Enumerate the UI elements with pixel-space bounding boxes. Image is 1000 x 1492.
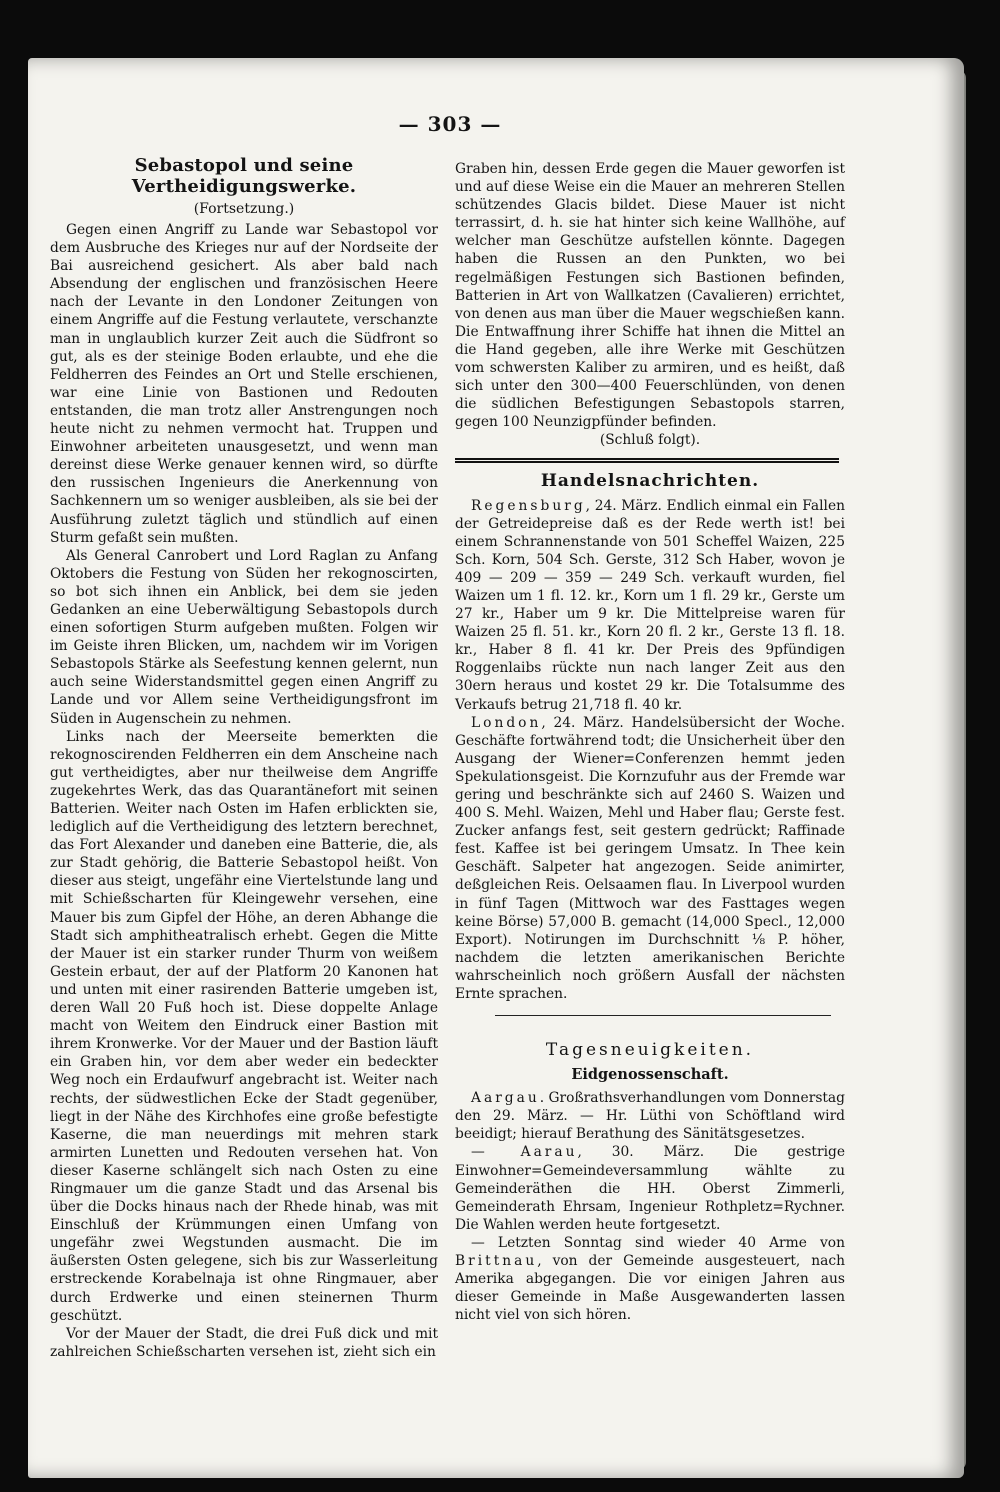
news-subheading: Eidgenossenschaft. <box>571 1066 729 1084</box>
news-item <box>455 497 845 714</box>
dateline-place: Aargau <box>471 1090 540 1107</box>
news-text: — Letzten Sonntag sind wieder 40 Arme von <box>471 1234 845 1251</box>
paragraph: Gegen einen Angriff zu Lande war Sebastopol vor dem Ausbruche des Krieges nur auf der Nordseite der Bai ausreichend gesichert. Als aber bald nach Absendung der englischen und französischen Heere nach der Levante in den Londoner Zeitungen von einem Angriffe auf die Festung verlautete, verschanzte man in unglaublich kurzer Zeit auch die Südfront so gut, als es der steinige Boden erlaubte, und ehe die Feldherren des Feindes an Ort und Stelle erschienen, war eine Linie von Bastionen und Redouten entstanden, die man trotz aller Anstrengungen noch heute nicht zu nehmen vermocht hat. Truppen und Einwohner arbeiteten unausgesetzt, und wenn man dereinst diese Werke genauer kennen wird, so dürfte den russischen Ingenieurs die Anerkennung von Sachkennern um so weniger ausbleiben, als sie bei der Ausführung zuletzt täglich und stündlich auf einen Sturm gefaßt sein mußten. <box>50 222 438 546</box>
article-subtitle: (Fortsetzung.) <box>193 201 295 217</box>
paragraph: Links nach der Meerseite bemerkten die rekognoscirenden Feldherren ein dem Anscheine nach gut vertheidigtes, aber nur theilweise dem Angriffe zugekehrtes Werk, das das Quarantänefort mit seinen Batterien. Weiter nach Osten im Hafen erblickten sie, lediglich auf die Vertheidigung des letztern berechnet, das Fort Alexander und daneben eine Batterie, die, als zur Stadt gehörig, die Batterie Sebastopol heißt. Von dieser aus steigt, ungefähr eine Viertelstunde lang und mit Schießscharten für Kleingewehr versehen, eine Mauer bis zum Gipfel der Höhe, an deren Abhange die Stadt sich amphitheatralisch erhebt. Gegen die Mitte der Mauer ist ein starker runder Thurm von weißem Gestein erbaut, der auf der Platform 20 Kanonen hat und unten mit einer rasirenden Batterie umgeben ist, deren Wall 20 Fuß hoch ist. Diese doppelte Anlage macht von Weitem den Eindruck einer Bastion mit ihrem Kronwerke. Vor der Mauer und der Bastion läuft ein Graben hin, vor dem aber weder ein bedeckter Weg noch ein Erdaufwurf angebracht ist. Weiter nach rechts, der südwestlichen Ecke der Stadt gegenüber, liegt in der Nähe des Kirchhofes eine große befestigte Kaserne, die man neuerdings mit mehren stark armirten Lunetten und Redouten versehen hat. Von dieser Kaserne schlängelt sich nach Osten zu eine Ringmauer um die ganze Stadt und das Arsenal bis über die Docks hinaus nach der Rhede hinab, was mit Einschluß der Krümmungen einen Umfang von ungefähr zwei Wegstunden ausmacht. Die im äußersten Osten gelegene, sich bis zur Wasserleitung erstreckende Korabelnaja ist ohne Ringmauer, aber durch Erdwerke und einen steinernen Thurm geschützt. <box>50 728 438 1324</box>
news-text: , von der Gemeinde ausgesteuert, nach Amerika abgegangen. Die vor einigen Jahren aus dieser Gemeinde in Maße Ausgewanderten lassen nicht viel von sich hören. <box>455 1252 845 1324</box>
to-be-continued: (Schluß folgt). <box>599 432 701 449</box>
news-heading: Tagesneuigkeiten. <box>545 1040 755 1061</box>
news-item <box>455 1143 845 1233</box>
right-column <box>455 160 845 1324</box>
news-item <box>455 714 845 1004</box>
article-title: Sebastopol und seine Vertheidigungswerke. <box>131 155 357 197</box>
news-item <box>455 1089 845 1143</box>
page-number: — 303 — <box>398 112 502 136</box>
dateline-place: Regensburg <box>471 497 586 514</box>
commerce-heading: Handelsnachrichten. <box>540 470 760 491</box>
dateline-place: — Aarau <box>471 1144 578 1161</box>
dateline-place: Brittnau <box>455 1252 538 1269</box>
paragraph: Vor der Mauer der Stadt, die drei Fuß dick und mit zahlreichen Schießscharten versehen ist, zieht sich ein <box>50 1325 438 1360</box>
news-text: , 30. März. Die gestrige Einwohner=Gemeindeversammlung wählte zu Gemeinderäthen die HH. Oberst Zimmerli, Gemeinderath Ehrsam, Ingenieur Rothpletz=Rychner. Die Wahlen werden heute fortgesetzt. <box>455 1144 845 1233</box>
dateline-place: London <box>471 714 542 731</box>
news-item <box>455 1234 845 1324</box>
news-text: , 24. März. Endlich einmal ein Fallen der Getreidepreise daß es der Rede werth ist! bei einem Schrannenstande von 501 Scheffel Waizen, 225 Sch. Korn, 504 Sch. Gerste, 312 Sch Haber, wovon je 409 — 209 — 359 — 249 Sch. verkauft wurden, fiel Waizen um 1 fl. 12. kr., Korn um 1 fl. 29 kr., Gerste um 27 kr., Haber um 9 kr. Die Mittelpreise waren für Waizen 25 fl. 51. kr., Korn 20 fl. 2 kr., Gerste 13 fl. 18. kr., Haber 8 fl. 41 kr. Der Preis des 9pfündigen Roggenlaibs rückte nun nach langer Zeit aus den 30ern heraus und kostet 29 kr. Die Totalsumme des Verkaufs betrug 21,718 fl. 40 kr. <box>455 497 845 713</box>
left-column <box>50 155 438 1361</box>
section-divider <box>455 458 839 463</box>
section-divider <box>495 1015 831 1016</box>
paragraph: Als General Canrobert und Lord Raglan zu Anfang Oktobers die Festung von Süden her rekognoscirten, so bot sich ihnen ein Anblick, bei dem sie jeden Gedanken an eine Ueberwältigung Sebastopols durch einen sofortigen Sturm aufgeben mußten. Folgen wir im Geiste ihren Blicken, um, nachdem wir im Vorigen Sebastopols Stärke als Seefestung kennen gelernt, nun auch seine Widerstandsmittel gegen einen Angriff zu Lande und vor Allem seine Vertheidigungsfront im Süden in Augenschein zu nehmen. <box>50 547 438 727</box>
paragraph-continued: Graben hin, dessen Erde gegen die Mauer geworfen ist und auf diese Weise ein die Mauer an mehreren Stellen schützendes Glacis bildet. Diese Mauer ist nicht terrassirt, d. h. sie hat hinter sich keine Wallhöhe, auf welcher man Geschütze aufstellen könnte. Dagegen haben die Russen an den Punkten, wo bei regelmäßigen Festungen sich Bastionen befinden, Batterien in Art von Wallkatzen (Cavalieren) errichtet, von denen aus man über die Mauer wegschießen kann. Die Entwaffnung ihrer Schiffe hat ihnen die Mittel an die Hand gegeben, alle ihre Werke mit Geschützen vom schwersten Kaliber zu armiren, und es heißt, daß sich unter den 300—400 Feuerschlünden, von denen die südlichen Befestigungen Sebastopols starren, gegen 100 Neunzigpfünder befinden. <box>455 161 845 431</box>
news-text: . Großrathsverhandlungen vom Donnerstag den 29. März. — Hr. Lüthi von Schöftland wird beeidigt; hierauf Berathung des Sänitätsgesetzes. <box>455 1090 845 1143</box>
news-text: , 24. März. Handelsübersicht der Woche. Geschäfte fortwährend todt; die Unsicherheit über den Ausgang der Wiener=Conferenzen hemmt jeden Spekulationsgeist. Die Kornzufuhr aus der Fremde war gering und beschränkte sich auf 2460 S. Waizen und 400 S. Mehl. Waizen, Mehl und Haber flau; Gerste fest. Zucker anfangs fest, seit gestern gedrückt; Raffinade fest. Kaffee ist bei geringem Umsatz. In Thee kein Geschäft. Salpeter hat angezogen. Seide animirter, deßgleichen Reis. Oelsaamen flau. In Liverpool wurden in fünf Tagen (Mittwoch war des Fasttages wegen keine Börse) 57,000 B. gemacht (14,000 Specl., 12,000 Export). Notirungen im Durchschnitt ⅛ P. höher, nachdem die letzten amerikanischen Berichte wahrscheinlich noch größern Ausfall der nächsten Ernte sprachen. <box>455 714 845 1003</box>
